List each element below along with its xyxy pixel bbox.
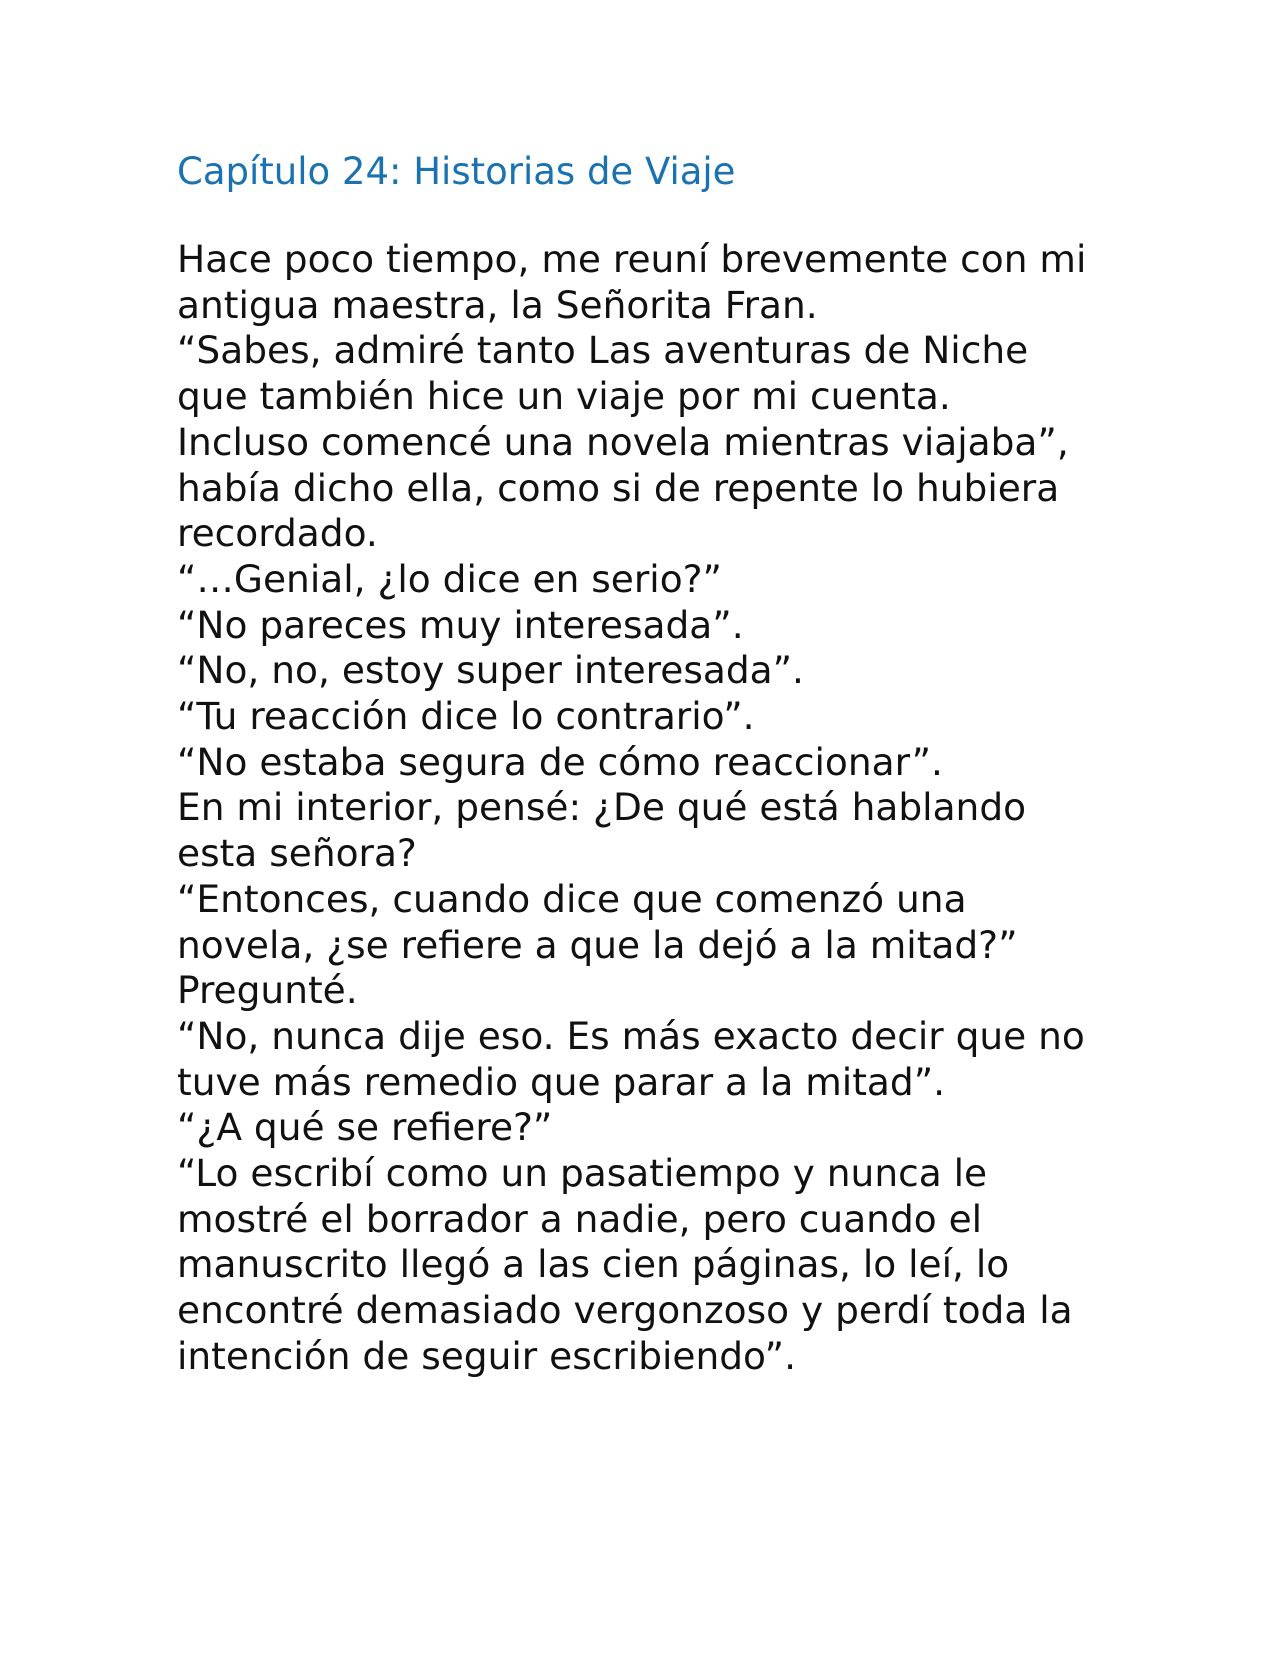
- text-line: “…Genial, ¿lo dice en serio?”: [177, 556, 722, 601]
- text-line: había dicho ella, como si de repente lo hubiera: [177, 465, 1060, 510]
- text-line: “Entonces, cuando dice que comenzó una: [177, 876, 967, 921]
- text-line: que también hice un viaje por mi cuenta.: [177, 374, 951, 419]
- chapter-body: [177, 237, 1086, 1380]
- text-line: “Sabes, admiré tanto Las aventuras de Niche: [177, 328, 1029, 373]
- text-line: Hace poco tiempo, me reuní brevemente con mi: [177, 237, 1087, 281]
- text-line: encontré demasiado vergonzoso y perdí toda la: [177, 1288, 1073, 1333]
- text-line: “Tu reacción dice lo contrario”.: [177, 694, 755, 739]
- text-line: Pregunté.: [177, 968, 358, 1013]
- text-line: En mi interior, pensé: ¿De qué está hablando: [177, 785, 1027, 830]
- text-line: intención de seguir escribiendo”.: [177, 1333, 797, 1378]
- text-line: recordado.: [177, 511, 378, 556]
- text-line: esta señora?: [177, 831, 417, 876]
- text-line: tuve más remedio que parar a la mitad”.: [177, 1059, 946, 1104]
- text-line: “¿A qué se refiere?”: [177, 1105, 553, 1150]
- text-line: “No estaba segura de cómo reaccionar”.: [177, 739, 943, 784]
- text-line: mostré el borrador a nadie, pero cuando el: [177, 1196, 983, 1241]
- text-line: novela, ¿se refiere a que la dejó a la mitad?”: [177, 922, 1018, 967]
- text-line: Incluso comencé una novela mientras viajaba”,: [177, 419, 1069, 464]
- text-line: antigua maestra, la Señorita Fran.: [177, 282, 818, 327]
- text-line: “No, nunca dije eso. Es más exacto decir que no: [177, 1013, 1085, 1058]
- chapter-title: Capítulo 24: Historias de Viaje: [177, 150, 736, 193]
- text-line: manuscrito llegó a las cien páginas, lo leí, lo: [177, 1242, 1010, 1287]
- text-line: “No pareces muy interesada”.: [177, 602, 744, 647]
- text-line: “Lo escribí como un pasatiempo y nunca le: [177, 1151, 988, 1196]
- text-line: “No, no, estoy super interesada”.: [177, 648, 804, 693]
